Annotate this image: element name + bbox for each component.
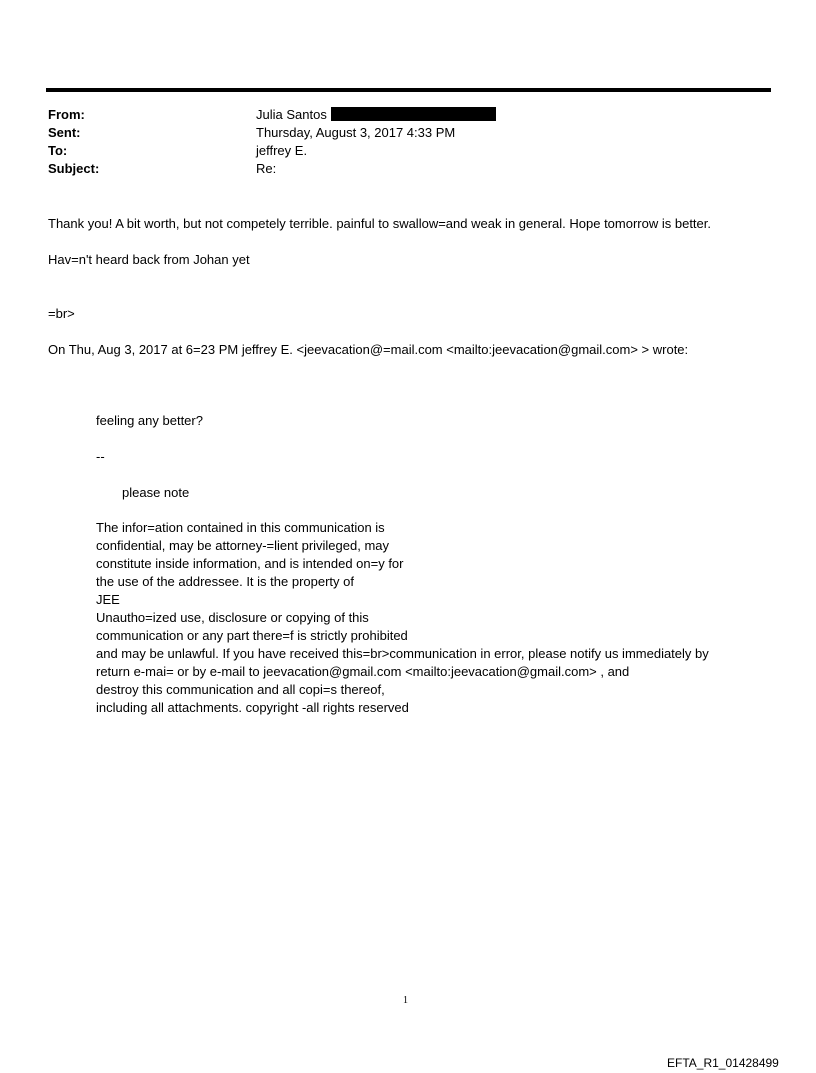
subject-value: Re: bbox=[256, 161, 277, 176]
disclaimer-line: the use of the addressee. It is the property of bbox=[96, 574, 354, 589]
document-id: EFTA_R1_01428499 bbox=[667, 1056, 779, 1070]
disclaimer-line: Unautho=ized use, disclosure or copying of this bbox=[96, 610, 369, 625]
disclaimer-line: including all attachments. copyright -all rights reserved bbox=[96, 700, 409, 715]
body-line-3: =br> bbox=[48, 306, 75, 321]
redaction-block bbox=[331, 107, 496, 121]
reply-attribution: On Thu, Aug 3, 2017 at 6=23 PM jeffrey E. <jeevacation@=mail.com <mailto:jeevacation@gmail.com> > wrote: bbox=[48, 342, 689, 357]
signature-separator: -- bbox=[96, 449, 105, 464]
body-line-2: Hav=n't heard back from Johan yet bbox=[48, 252, 250, 267]
from-value bbox=[256, 106, 496, 124]
from-label: From: bbox=[48, 107, 85, 122]
disclaimer-line: communication or any part there=f is strictly prohibited bbox=[96, 628, 408, 643]
sent-value: Thursday, August 3, 2017 4:33 PM bbox=[256, 125, 456, 140]
body-line-1: Thank you! A bit worth, but not competely terrible. painful to swallow=and weak in general. Hope tomorrow is better. bbox=[48, 216, 711, 231]
disclaimer-line: confidential, may be attorney-=lient privileged, may bbox=[96, 538, 390, 553]
page-number: 1 bbox=[403, 995, 408, 1006]
disclaimer-line: destroy this communication and all copi=s thereof, bbox=[96, 682, 385, 697]
disclaimer-line: constitute inside information, and is intended on=y for bbox=[96, 556, 404, 571]
note-heading: please note bbox=[122, 485, 190, 500]
from-name: Julia Santos bbox=[256, 107, 327, 122]
sent-label: Sent: bbox=[48, 125, 81, 140]
subject-label: Subject: bbox=[48, 161, 100, 176]
disclaimer-line: and may be unlawful. If you have received this=br>communication in error, please notify us immediately by bbox=[96, 646, 709, 661]
disclaimer-line: JEE bbox=[96, 592, 120, 607]
disclaimer-line: The infor=ation contained in this communication is bbox=[96, 520, 385, 535]
quoted-question: feeling any better? bbox=[96, 413, 203, 428]
header-rule bbox=[46, 88, 771, 92]
to-value: jeffrey E. bbox=[256, 143, 308, 158]
disclaimer-line: return e-mai= or by e-mail to jeevacation@gmail.com <mailto:jeevacation@gmail.com> , and bbox=[96, 664, 630, 679]
to-label: To: bbox=[48, 143, 68, 158]
